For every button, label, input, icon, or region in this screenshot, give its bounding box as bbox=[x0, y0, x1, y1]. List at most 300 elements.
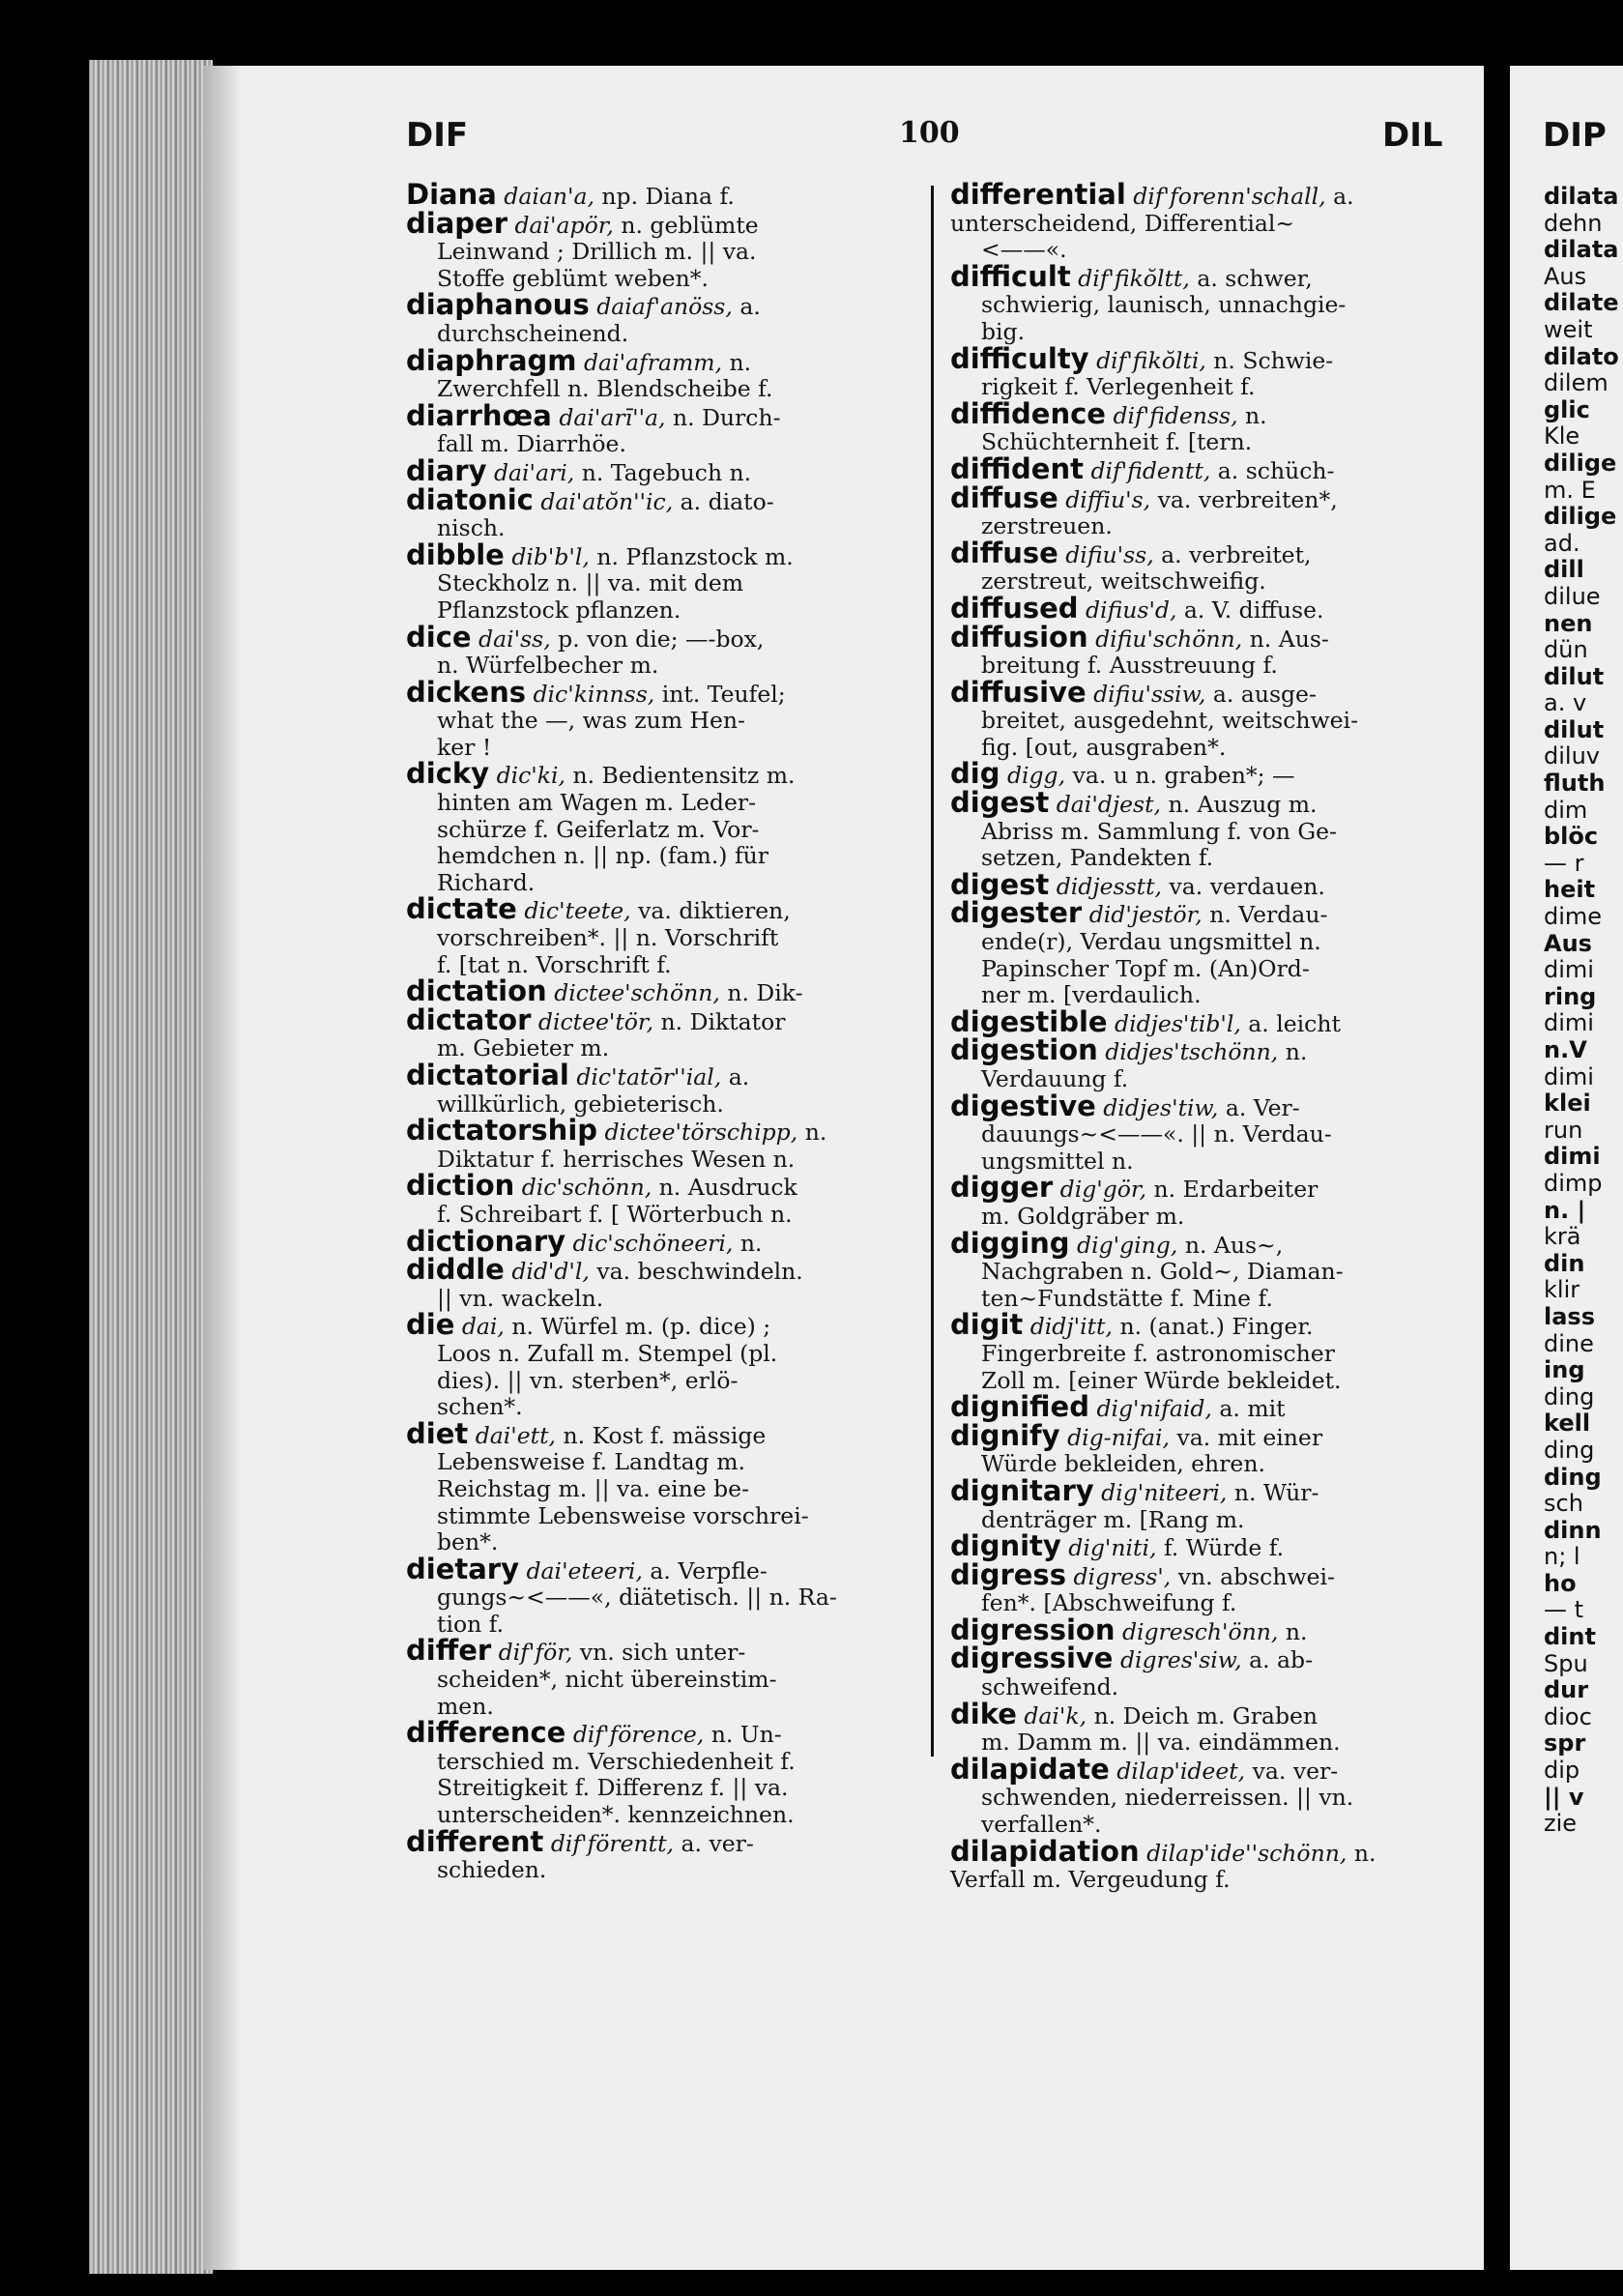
headword: dictionary bbox=[406, 1224, 566, 1258]
dictionary-entry bbox=[950, 1418, 1453, 1478]
pronunciation: dictee'tör, bbox=[537, 1007, 654, 1035]
next-page-line: glic bbox=[1544, 395, 1590, 423]
pronunciation: dif'förence, bbox=[572, 1721, 705, 1749]
dictionary-entry bbox=[406, 343, 920, 403]
pronunciation: difius'd, bbox=[1086, 596, 1177, 624]
definition-line: n. Aus- bbox=[1249, 625, 1329, 653]
headword: diaphanous bbox=[406, 288, 590, 322]
dictionary-entry bbox=[406, 1634, 920, 1720]
dictionary-entry bbox=[950, 896, 1453, 1009]
dictionary-entry bbox=[406, 1824, 920, 1884]
dictionary-entry bbox=[406, 1253, 920, 1312]
definition-line: a. schüch- bbox=[1217, 456, 1335, 484]
next-page-line: ding bbox=[1544, 1436, 1595, 1464]
next-page-line: Kle bbox=[1544, 422, 1580, 450]
definition-line: a. ausge- bbox=[1212, 680, 1317, 708]
pronunciation: daiaf'anöss, bbox=[596, 293, 733, 321]
headword: digression bbox=[950, 1613, 1116, 1646]
next-page-line: — t bbox=[1544, 1596, 1584, 1624]
headword: diffuse bbox=[950, 480, 1058, 514]
pronunciation: dic'tatōr''ial, bbox=[576, 1063, 722, 1090]
next-page-line: din bbox=[1544, 1249, 1585, 1277]
definition-line: fall m. Diarrhöe. bbox=[437, 430, 626, 458]
dictionary-entry bbox=[406, 1003, 920, 1062]
headword: diffusion bbox=[950, 620, 1088, 654]
pronunciation: dic'ki, bbox=[496, 762, 565, 790]
definition-line: int. Teufel; bbox=[661, 680, 786, 708]
definition-line: Würde bekleiden, ehren. bbox=[981, 1450, 1265, 1478]
headword: dig bbox=[950, 757, 1000, 791]
next-page-line: weit bbox=[1544, 315, 1593, 343]
right-column bbox=[950, 178, 1453, 1894]
headword: dietary bbox=[406, 1552, 520, 1585]
headword: dilapidate bbox=[950, 1752, 1110, 1786]
next-page-line: dimi bbox=[1544, 1143, 1601, 1171]
headword: die bbox=[406, 1308, 455, 1342]
definition-line: n. Würfelbecher m. bbox=[437, 652, 659, 680]
definition-line: n. Diktator bbox=[660, 1007, 786, 1035]
definition-line: a. unterscheidend, Differential~ bbox=[950, 183, 1354, 237]
next-page-line: dime bbox=[1544, 903, 1603, 931]
headword: dice bbox=[406, 620, 472, 654]
next-page-line: lass bbox=[1544, 1302, 1595, 1330]
definition-line: n. bbox=[1245, 401, 1267, 429]
definition-line: schweifend. bbox=[981, 1673, 1119, 1701]
definition-line: m. Damm m. || va. eindämmen. bbox=[981, 1729, 1341, 1757]
definition-line: va. ver- bbox=[1252, 1757, 1339, 1785]
definition-line: denträger m. [Rang m. bbox=[981, 1505, 1245, 1533]
definition-line: ende(r), Verdau ungsmittel n. bbox=[981, 928, 1321, 956]
headword: digressive bbox=[950, 1642, 1114, 1675]
definition-line: <——«. bbox=[981, 236, 1067, 264]
definition-line: va. mit einer bbox=[1176, 1423, 1323, 1451]
next-page-line: || v bbox=[1544, 1783, 1584, 1811]
headword: difficulty bbox=[950, 341, 1089, 375]
definition-line: n. Aus~, bbox=[1184, 1231, 1284, 1259]
definition-line: n. Dik- bbox=[727, 979, 803, 1007]
page-gutter-shadow bbox=[203, 66, 242, 2270]
definition-line: Steckholz n. || va. mit dem bbox=[437, 569, 744, 597]
definition-line: n. bbox=[1285, 1038, 1308, 1066]
definition-line: willkürlich, gebieterisch. bbox=[437, 1090, 724, 1118]
book-page-edges bbox=[89, 60, 213, 2274]
dictionary-entry bbox=[950, 1171, 1453, 1230]
headword: diaphragm bbox=[406, 343, 577, 377]
headword: differential bbox=[950, 178, 1126, 211]
next-page-line: dilut bbox=[1544, 662, 1605, 690]
dictionary-entry bbox=[950, 480, 1453, 540]
next-page-line: ding bbox=[1544, 1382, 1595, 1410]
headword: diffuse bbox=[950, 536, 1058, 569]
pronunciation: dictee'törschipp, bbox=[604, 1119, 798, 1147]
definition-line: ten~Fundstätte f. Mine f. bbox=[981, 1284, 1273, 1312]
headword: dike bbox=[950, 1697, 1017, 1730]
definition-line: a. ab- bbox=[1249, 1646, 1314, 1674]
definition-line: n. (anat.) Finger. bbox=[1119, 1313, 1314, 1341]
pronunciation: dai'atŏn''ic, bbox=[540, 487, 674, 515]
pronunciation: dif'fikŏlti, bbox=[1096, 346, 1206, 374]
dictionary-entry bbox=[406, 538, 920, 625]
pronunciation: did'jestör, bbox=[1088, 901, 1203, 929]
definition-line: f. Würde f. bbox=[1163, 1534, 1285, 1562]
headword: diffident bbox=[950, 451, 1084, 485]
next-page-line: dimi bbox=[1544, 1062, 1594, 1090]
pronunciation: digres'siw, bbox=[1119, 1646, 1242, 1674]
headword: different bbox=[406, 1824, 544, 1858]
next-page-line: dill bbox=[1544, 556, 1584, 584]
definition-line: zerstreut, weitschweifig. bbox=[981, 567, 1266, 596]
definition-line: Stoffe geblümt weben*. bbox=[437, 264, 709, 292]
dictionary-entry bbox=[950, 1033, 1453, 1092]
dictionary-entry bbox=[950, 1697, 1453, 1757]
next-page-line: dilata bbox=[1544, 236, 1619, 264]
next-page-line: dioc bbox=[1544, 1702, 1592, 1730]
pronunciation: dilap'ide''schönn, bbox=[1146, 1839, 1348, 1867]
definition-line: || vn. wackeln. bbox=[437, 1284, 604, 1312]
pronunciation: dif'förentt, bbox=[550, 1829, 675, 1857]
page-number: 100 bbox=[899, 116, 960, 150]
next-page-line: Spu bbox=[1544, 1649, 1588, 1677]
dictionary-entry bbox=[406, 892, 920, 978]
dictionary-entry bbox=[950, 1226, 1453, 1313]
next-page-line: Aus bbox=[1544, 262, 1587, 290]
headword: dictator bbox=[406, 1003, 532, 1036]
next-page-line: dimi bbox=[1544, 956, 1594, 984]
dictionary-entry bbox=[406, 482, 920, 542]
headword: diffusive bbox=[950, 675, 1087, 709]
dictionary-entry bbox=[950, 178, 1453, 264]
definition-line: hinten am Wagen m. Leder- bbox=[437, 789, 757, 817]
definition-line: breitung f. Ausstreuung f. bbox=[981, 652, 1278, 680]
next-page-line: dur bbox=[1544, 1676, 1589, 1704]
next-page-line: ad. bbox=[1544, 529, 1580, 557]
definition-line: n. Durch- bbox=[673, 403, 781, 431]
definition-line: verfallen*. bbox=[981, 1811, 1102, 1839]
headword: digger bbox=[950, 1171, 1054, 1205]
pronunciation: difiu'schönn, bbox=[1095, 625, 1243, 653]
dictionary-entry bbox=[406, 206, 920, 293]
next-page-line: dilato bbox=[1544, 342, 1619, 370]
dictionary-entry bbox=[950, 620, 1453, 680]
dictionary-entry bbox=[950, 1752, 1453, 1839]
definition-line: Streitigkeit f. Differenz f. || va. bbox=[437, 1774, 789, 1802]
pronunciation: didjes'tiw, bbox=[1103, 1093, 1219, 1121]
definition-line: Loos n. Zufall m. Stempel (pl. bbox=[437, 1339, 778, 1367]
headword: digestible bbox=[950, 1004, 1108, 1038]
next-page-line: sch bbox=[1544, 1490, 1583, 1518]
next-page-line: krä bbox=[1544, 1223, 1581, 1251]
definition-line: dauungs~<——«. || n. Verdau- bbox=[981, 1120, 1332, 1148]
headword: digest bbox=[950, 867, 1050, 901]
definition-line: n. Kost f. mässige bbox=[563, 1421, 767, 1449]
headword: dictation bbox=[406, 974, 547, 1008]
pronunciation: dib'b'l, bbox=[511, 542, 590, 570]
left-guide-word: DIF bbox=[406, 116, 469, 155]
definition-line: a. ver- bbox=[681, 1829, 754, 1857]
pronunciation: dai'eteeri, bbox=[526, 1556, 643, 1584]
headword: dickens bbox=[406, 675, 526, 709]
pronunciation: difiu'ssiw, bbox=[1093, 680, 1206, 708]
pronunciation: didj'itt, bbox=[1029, 1313, 1113, 1341]
definition-line: schen*. bbox=[437, 1393, 523, 1421]
definition-line: unterscheiden*. kennzeichnen. bbox=[437, 1801, 795, 1829]
pronunciation: dig'gör, bbox=[1059, 1176, 1147, 1204]
pronunciation: digg, bbox=[1006, 762, 1066, 790]
next-page-line: dilata bbox=[1544, 183, 1619, 210]
definition-line: Papinscher Topf m. (An)Ord- bbox=[981, 954, 1310, 982]
pronunciation: dai'aframm, bbox=[584, 348, 723, 376]
definition-line: n. Pflanzstock m. bbox=[596, 542, 794, 570]
next-page-text bbox=[1544, 184, 1619, 1838]
definition-line: zerstreuen. bbox=[981, 512, 1113, 540]
next-page-line: kell bbox=[1544, 1410, 1591, 1438]
definition-line: Reichstag m. || va. eine be- bbox=[437, 1474, 750, 1502]
dictionary-entry bbox=[950, 1557, 1453, 1617]
headword: digit bbox=[950, 1308, 1024, 1342]
definition-line: breitet, ausgedehnt, weitschwei- bbox=[981, 707, 1359, 735]
headword: diaper bbox=[406, 206, 507, 240]
headword: dignified bbox=[950, 1390, 1089, 1424]
pronunciation: dig'niteeri, bbox=[1101, 1478, 1228, 1506]
pronunciation: dic'teete, bbox=[524, 897, 631, 925]
pronunciation: dig'niti, bbox=[1068, 1534, 1157, 1562]
headword: dibble bbox=[406, 538, 505, 571]
definition-line: nisch. bbox=[437, 514, 506, 542]
dictionary-entry bbox=[406, 1552, 920, 1639]
next-page-line: ding bbox=[1544, 1463, 1602, 1491]
next-page-line: m. E bbox=[1544, 476, 1596, 504]
definition-line: Pflanzstock pflanzen. bbox=[437, 596, 681, 624]
headword: diffidence bbox=[950, 396, 1106, 430]
headword: digestion bbox=[950, 1033, 1098, 1067]
pronunciation: dic'schöneeri, bbox=[572, 1229, 734, 1257]
headword: digestive bbox=[950, 1089, 1096, 1122]
definition-line: va. beschwindeln. bbox=[596, 1258, 803, 1286]
definition-line: n. geblümte bbox=[621, 211, 759, 239]
headword: diddle bbox=[406, 1253, 505, 1287]
next-page-fragment bbox=[1510, 66, 1623, 2270]
headword: digress bbox=[950, 1557, 1066, 1591]
definition-line: n. Würfel m. (p. dice) ; bbox=[511, 1313, 771, 1341]
next-page-line: fluth bbox=[1544, 770, 1606, 798]
definition-line: n. Bedientensitz m. bbox=[572, 762, 796, 790]
headword: difference bbox=[406, 1716, 566, 1750]
pronunciation: dai'k, bbox=[1024, 1701, 1087, 1729]
dictionary-entry bbox=[406, 398, 920, 458]
definition-line: n. Schwie- bbox=[1213, 346, 1334, 374]
next-page-line: blöc bbox=[1544, 823, 1599, 851]
dictionary-entry bbox=[950, 1089, 1453, 1176]
headword: dilapidation bbox=[950, 1834, 1140, 1868]
headword: dictatorial bbox=[406, 1059, 569, 1091]
dictionary-entry bbox=[950, 341, 1453, 401]
definition-line: scheiden*, nicht übereinstim- bbox=[437, 1666, 777, 1694]
pronunciation: difiu'ss, bbox=[1065, 540, 1154, 568]
definition-line: dies). || vn. sterben*, erlö- bbox=[437, 1366, 739, 1394]
next-page-line: nen bbox=[1544, 609, 1593, 637]
definition-line: m. Gebieter m. bbox=[437, 1034, 610, 1062]
next-page-line: Aus bbox=[1544, 929, 1592, 957]
next-page-line: klir bbox=[1544, 1276, 1580, 1304]
definition-line: schwierig, launisch, unnachgie- bbox=[981, 291, 1347, 319]
pronunciation: didjesstt, bbox=[1056, 872, 1163, 900]
definition-line: Diktatur f. herrisches Wesen n. bbox=[437, 1145, 796, 1173]
next-page-line: dimi bbox=[1544, 1009, 1594, 1037]
headword: diarrhœa bbox=[406, 398, 552, 432]
dictionary-entry bbox=[406, 1416, 920, 1556]
next-page-line: ho bbox=[1544, 1569, 1577, 1597]
definition-line: tion f. bbox=[437, 1610, 505, 1638]
definition-line: stimmte Lebensweise vorschrei- bbox=[437, 1501, 809, 1529]
headword: digester bbox=[950, 896, 1083, 930]
pronunciation: dic'kinnss, bbox=[533, 680, 655, 708]
definition-line: n. Ausdruck bbox=[658, 1174, 797, 1202]
definition-line: va. verdauen. bbox=[1169, 872, 1325, 900]
headword: dignitary bbox=[950, 1473, 1094, 1507]
next-page-line: klei bbox=[1544, 1090, 1591, 1118]
dictionary-entry bbox=[950, 675, 1453, 762]
definition-line: ungsmittel n. bbox=[981, 1147, 1134, 1175]
headword: differ bbox=[406, 1634, 492, 1668]
definition-line: big. bbox=[981, 317, 1026, 345]
definition-line: schwenden, niederreissen. || vn. bbox=[981, 1784, 1354, 1812]
next-page-line: dine bbox=[1544, 1329, 1594, 1357]
next-page-line: run bbox=[1544, 1116, 1583, 1144]
definition-line: ben*. bbox=[437, 1528, 499, 1556]
pronunciation: dai'ari, bbox=[493, 458, 575, 486]
pronunciation: dai'djest, bbox=[1056, 791, 1161, 819]
dictionary-entry bbox=[406, 620, 920, 680]
definition-line: va. verbreiten*, bbox=[1157, 485, 1338, 513]
definition-line: gungs~<——«, diätetisch. || n. Ra- bbox=[437, 1584, 837, 1612]
definition-line: va. diktieren, bbox=[638, 897, 791, 925]
page-gap bbox=[1484, 58, 1513, 2281]
next-page-line: dilut bbox=[1544, 715, 1605, 743]
definition-line: np. Diana f. bbox=[601, 183, 735, 210]
definition-line: m. Goldgräber m. bbox=[981, 1202, 1185, 1230]
definition-line: n. Erdarbeiter bbox=[1153, 1176, 1319, 1204]
definition-line: ker ! bbox=[437, 733, 492, 761]
definition-line: f. Schreibart f. [ Wörterbuch n. bbox=[437, 1200, 793, 1228]
definition-line: p. von die; —-box, bbox=[558, 625, 765, 653]
headword: diet bbox=[406, 1416, 469, 1450]
definition-line: a. bbox=[728, 1063, 750, 1090]
next-page-line: dimp bbox=[1544, 1169, 1603, 1197]
definition-line: Zoll m. [einer Würde bekleidet. bbox=[981, 1366, 1342, 1394]
pronunciation: daian'a, bbox=[504, 183, 594, 210]
definition-line: a. diato- bbox=[680, 487, 774, 515]
definition-line: n. bbox=[729, 348, 752, 376]
definition-line: a. schwer, bbox=[1197, 264, 1313, 292]
pronunciation: dai'arī''a, bbox=[559, 403, 666, 431]
headword: diffused bbox=[950, 591, 1079, 625]
definition-line: n. Auszug m. bbox=[1168, 791, 1318, 819]
dictionary-entry bbox=[950, 1473, 1453, 1533]
pronunciation: diffiu's, bbox=[1065, 485, 1151, 513]
next-page-line: dilige bbox=[1544, 503, 1617, 531]
headword: diary bbox=[406, 453, 487, 487]
pronunciation: dif'för, bbox=[498, 1639, 573, 1667]
dictionary-entry bbox=[406, 288, 920, 347]
pronunciation: dic'schönn, bbox=[521, 1174, 652, 1202]
definition-line: setzen, Pandekten f. bbox=[981, 844, 1214, 872]
definition-line: a. mit bbox=[1219, 1395, 1286, 1423]
pronunciation: dictee'schönn, bbox=[554, 979, 720, 1007]
definition-line: vn. abschwei- bbox=[1177, 1562, 1335, 1590]
next-page-line: ing bbox=[1544, 1356, 1585, 1384]
dictionary-entry bbox=[406, 675, 920, 762]
next-page-line: dün bbox=[1544, 636, 1588, 664]
headword: diatonic bbox=[406, 482, 534, 516]
headword: dignify bbox=[950, 1418, 1060, 1452]
headword: dictate bbox=[406, 892, 517, 926]
definition-line: Lebensweise f. Landtag m. bbox=[437, 1448, 745, 1476]
definition-line: schürze f. Geiferlatz m. Vor- bbox=[437, 815, 760, 843]
definition-line: durchscheinend. bbox=[437, 319, 629, 347]
definition-line: a. V. diffuse. bbox=[1183, 596, 1324, 624]
definition-line: a. bbox=[739, 293, 761, 321]
next-page-line: diluv bbox=[1544, 742, 1600, 770]
pronunciation: dif'fidenss, bbox=[1113, 401, 1238, 429]
definition-line: fen*. [Abschweifung f. bbox=[981, 1589, 1237, 1617]
pronunciation: dif'fikŏltt, bbox=[1078, 264, 1190, 292]
definition-line: n. Deich m. Graben bbox=[1093, 1701, 1319, 1729]
pronunciation: didjes'tschönn, bbox=[1105, 1038, 1279, 1066]
definition-line: vn. sich unter- bbox=[579, 1639, 746, 1667]
definition-line: n. bbox=[739, 1229, 763, 1257]
definition-line: Fingerbreite f. astronomischer bbox=[981, 1339, 1335, 1367]
dictionary-entry bbox=[406, 1716, 920, 1829]
dictionary-entry bbox=[950, 1308, 1453, 1394]
definition-line: Schüchternheit f. [tern. bbox=[981, 428, 1253, 456]
definition-line: Abriss m. Sammlung f. von Ge- bbox=[981, 817, 1338, 845]
dictionary-entry bbox=[406, 757, 920, 896]
dictionary-entry bbox=[950, 1834, 1453, 1894]
pronunciation: dai, bbox=[461, 1313, 505, 1341]
dictionary-entry bbox=[406, 1114, 920, 1173]
headword: difficult bbox=[950, 259, 1071, 293]
definition-line: n. bbox=[804, 1119, 827, 1147]
pronunciation: dig-nifai, bbox=[1067, 1423, 1170, 1451]
next-page-line: — r bbox=[1544, 849, 1584, 877]
pronunciation: dai'ss, bbox=[478, 625, 551, 653]
left-column bbox=[406, 178, 920, 1884]
definition-line: Nachgraben n. Gold~, Diaman- bbox=[981, 1258, 1344, 1286]
next-page-line: ring bbox=[1544, 982, 1597, 1010]
headword: Diana bbox=[406, 178, 497, 211]
next-page-line: zie bbox=[1544, 1810, 1578, 1838]
definition-line: n. Verdau- bbox=[1209, 901, 1328, 929]
next-page-line: dilem bbox=[1544, 369, 1609, 397]
definition-line: hemdchen n. || np. (fam.) für bbox=[437, 842, 769, 870]
headword: dignity bbox=[950, 1529, 1061, 1563]
next-page-line: dim bbox=[1544, 796, 1588, 824]
definition-line: a. Ver- bbox=[1225, 1093, 1300, 1121]
pronunciation: dai'ett, bbox=[475, 1421, 557, 1449]
pronunciation: dif'fidentt, bbox=[1090, 456, 1211, 484]
definition-line: a. leicht bbox=[1248, 1009, 1341, 1037]
next-page-line: n.V bbox=[1544, 1036, 1587, 1063]
headword: dictatorship bbox=[406, 1114, 598, 1148]
definition-line: ner m. [verdaulich. bbox=[981, 981, 1202, 1009]
headword: dicky bbox=[406, 757, 490, 791]
next-page-line: heit bbox=[1544, 876, 1596, 904]
definition-line: Zwerchfell n. Blendscheibe f. bbox=[437, 375, 773, 403]
next-page-line: a. v bbox=[1544, 689, 1587, 717]
next-page-line: dip bbox=[1544, 1757, 1580, 1785]
pronunciation: dig'nifaid, bbox=[1096, 1395, 1212, 1423]
pronunciation: dig'ging, bbox=[1077, 1231, 1178, 1259]
